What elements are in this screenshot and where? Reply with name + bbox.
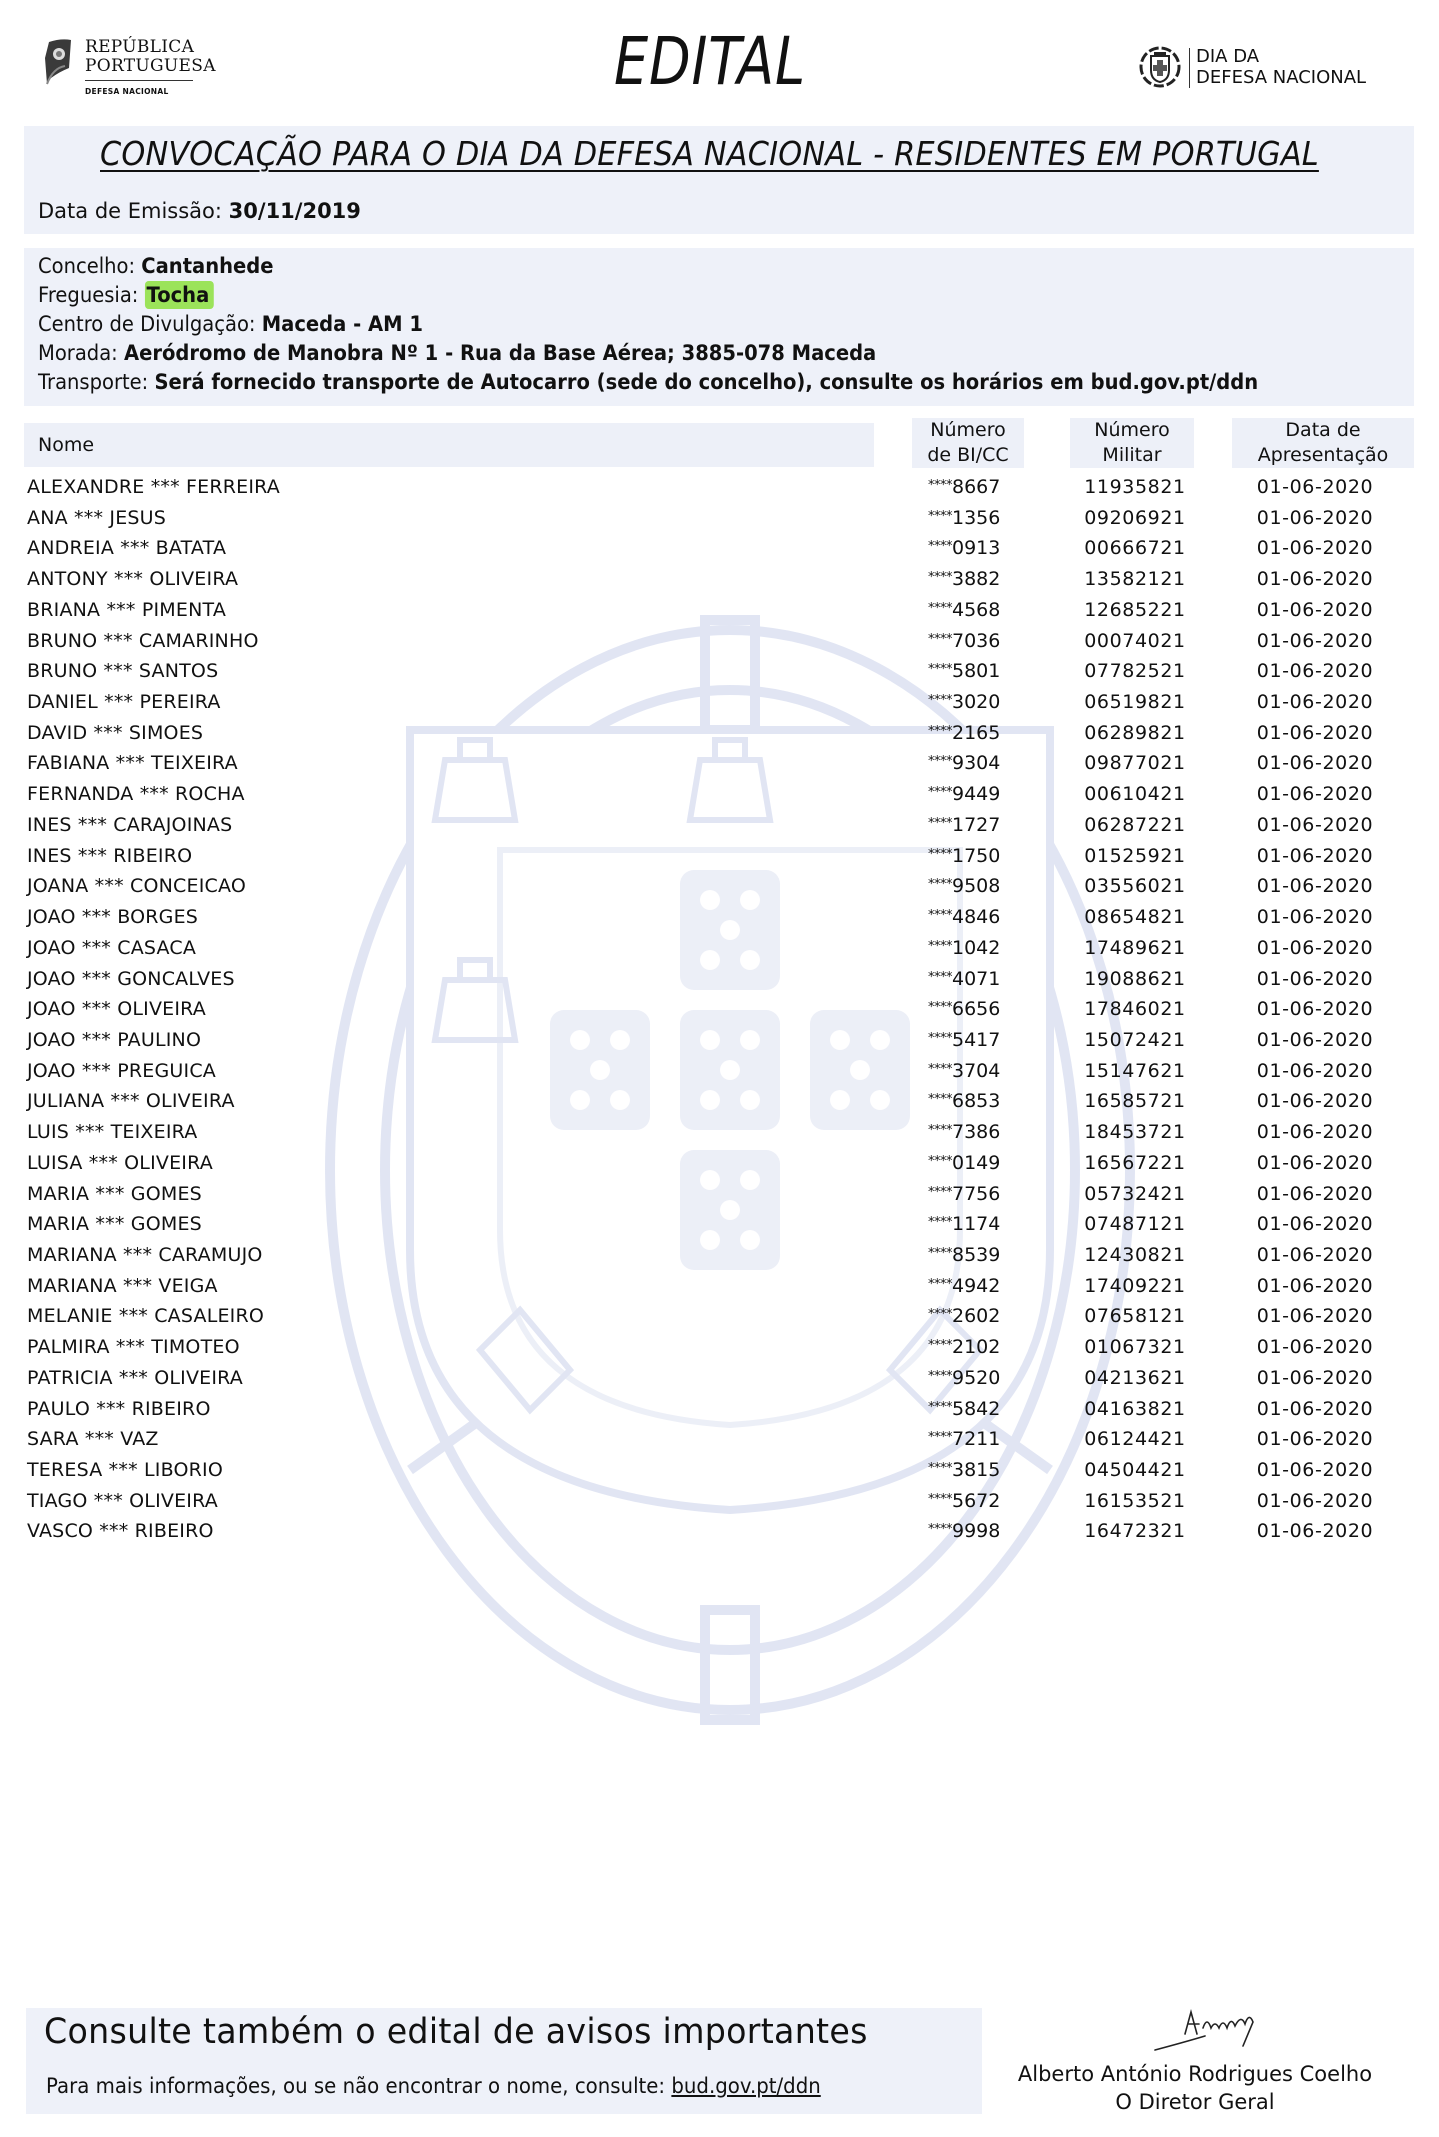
cell-name: ALEXANDRE *** FERREIRA <box>27 476 281 498</box>
table-row <box>0 1058 1439 1089</box>
cell-bi-cc: ****0149 <box>928 1151 1001 1174</box>
cell-presentation-date: 01-06-2020 <box>1256 998 1374 1021</box>
table-row <box>0 1273 1439 1304</box>
cell-military-number: 06287221 <box>1084 813 1186 836</box>
cell-name: PATRICIA *** OLIVEIRA <box>27 1366 244 1389</box>
morada-value: Aeródromo de Manobra Nº 1 - Rua da Base Aérea; 3885-078 Maceda <box>123 341 877 365</box>
mask-asterisks: **** <box>928 1430 952 1446</box>
location-info <box>38 252 1258 397</box>
cell-name: TERESA *** LIBORIO <box>27 1459 224 1482</box>
concelho-value: Cantanhede <box>141 254 274 278</box>
cell-military-number: 06519821 <box>1084 691 1186 714</box>
mask-asterisks: **** <box>928 1368 952 1384</box>
cell-name: TIAGO *** OLIVEIRA <box>27 1489 218 1512</box>
cell-presentation-date: 01-06-2020 <box>1256 844 1374 867</box>
emission-label: Data de Emissão: <box>38 199 222 223</box>
cell-bi-cc: ****9520 <box>928 1366 1001 1389</box>
cell-military-number: 16472321 <box>1084 1520 1186 1543</box>
table-row <box>0 1119 1439 1150</box>
table-row <box>0 1365 1439 1396</box>
table-row <box>0 996 1439 1027</box>
cell-presentation-date: 01-06-2020 <box>1256 1244 1374 1266</box>
cell-bi-cc: ****2102 <box>928 1336 1001 1359</box>
cell-presentation-date: 01-06-2020 <box>1256 936 1374 959</box>
table-row <box>0 1027 1439 1058</box>
logo-divider <box>85 80 193 81</box>
cell-name: PALMIRA *** TIMOTEO <box>27 1336 240 1359</box>
cell-bi-cc: ****6853 <box>928 1090 1001 1113</box>
freguesia-row <box>38 281 1258 310</box>
cell-bi-cc: ****3815 <box>928 1459 1001 1482</box>
mask-asterisks: **** <box>928 1153 952 1169</box>
cell-military-number: 11935821 <box>1084 476 1186 498</box>
mask-asterisks: **** <box>928 754 952 770</box>
cell-name: MARIA *** GOMES <box>27 1213 202 1236</box>
mask-asterisks: **** <box>928 1030 952 1046</box>
cell-name: INES *** RIBEIRO <box>27 844 193 867</box>
signature-icon <box>1145 2006 1275 2056</box>
cell-presentation-date: 01-06-2020 <box>1256 752 1374 775</box>
cell-name: DANIEL *** PEREIRA <box>27 691 221 714</box>
table-row <box>0 904 1439 935</box>
table-row <box>0 750 1439 781</box>
table-row <box>0 935 1439 966</box>
table-row <box>0 843 1439 874</box>
emission-value: 30/11/2019 <box>228 199 361 223</box>
mask-asterisks: **** <box>928 877 952 893</box>
cell-military-number: 05732421 <box>1084 1182 1186 1205</box>
cell-military-number: 04163821 <box>1084 1397 1186 1420</box>
cell-presentation-date: 01-06-2020 <box>1256 906 1374 929</box>
footer-info-text: Para mais informações, ou se não encontrar o nome, consulte: <box>46 2074 666 2098</box>
cell-bi-cc: ****9449 <box>928 783 1001 806</box>
mask-asterisks: **** <box>928 1338 952 1354</box>
cell-presentation-date: 01-06-2020 <box>1256 967 1374 990</box>
cell-military-number: 01067321 <box>1084 1336 1186 1359</box>
mask-asterisks: **** <box>928 1092 952 1108</box>
cell-name: FERNANDA *** ROCHA <box>27 783 245 806</box>
cell-military-number: 01525921 <box>1084 844 1186 867</box>
cell-military-number: 00610421 <box>1084 783 1186 806</box>
centro-row <box>38 310 1258 339</box>
concelho-label: Concelho: <box>38 254 136 278</box>
cell-name: ANTONY *** OLIVEIRA <box>27 568 239 591</box>
mask-asterisks: **** <box>928 1184 952 1200</box>
cell-bi-cc: ****4942 <box>928 1274 1001 1297</box>
cell-name: JOAO *** BORGES <box>27 906 199 929</box>
cell-military-number: 19088621 <box>1084 967 1186 990</box>
cell-military-number: 00074021 <box>1084 629 1186 652</box>
cell-name: MELANIE *** CASALEIRO <box>27 1305 265 1328</box>
cell-bi-cc: ****0913 <box>928 537 1001 560</box>
cell-bi-cc: ****1356 <box>928 506 1001 529</box>
cell-military-number: 04504421 <box>1084 1459 1186 1482</box>
cell-presentation-date: 01-06-2020 <box>1256 783 1374 806</box>
cell-bi-cc: ****7756 <box>928 1182 1001 1205</box>
table-row <box>0 1303 1439 1334</box>
table-row <box>0 873 1439 904</box>
cell-presentation-date: 01-06-2020 <box>1256 1305 1374 1328</box>
cell-name: JOAO *** PREGUICA <box>27 1059 216 1082</box>
cell-name: ANA *** JESUS <box>27 506 167 529</box>
logo-separator <box>1189 48 1190 88</box>
mask-asterisks: **** <box>928 693 952 709</box>
cell-name: JOAO *** GONCALVES <box>27 967 235 990</box>
cell-bi-cc: ****5842 <box>928 1397 1001 1420</box>
column-header-military: Número Militar <box>1094 419 1170 466</box>
cell-name: BRIANA *** PIMENTA <box>27 598 227 621</box>
cell-name: FABIANA *** TEIXEIRA <box>27 752 238 775</box>
morada-label: Morada: <box>38 341 118 365</box>
table-row <box>0 474 1439 505</box>
transporte-label: Transporte: <box>38 370 149 394</box>
mask-asterisks: **** <box>928 570 952 586</box>
cell-bi-cc: ****2165 <box>928 721 1001 744</box>
table-row <box>0 1088 1439 1119</box>
cell-military-number: 16567221 <box>1084 1151 1186 1174</box>
cell-presentation-date: 01-06-2020 <box>1256 568 1374 591</box>
cell-bi-cc: ****3020 <box>928 691 1001 714</box>
cell-bi-cc: ****9508 <box>928 875 1001 898</box>
cell-name: BRUNO *** CAMARINHO <box>27 629 259 652</box>
cell-name: VASCO *** RIBEIRO <box>27 1520 214 1543</box>
cell-name: JOAO *** CASACA <box>27 936 197 959</box>
cell-bi-cc: ****4568 <box>928 598 1001 621</box>
republic-emblem-icon <box>43 38 73 86</box>
cell-military-number: 07487121 <box>1084 1213 1186 1236</box>
cell-bi-cc: ****8667 <box>928 476 1001 498</box>
cell-military-number: 12685221 <box>1084 598 1186 621</box>
cell-bi-cc: ****8539 <box>928 1244 1001 1266</box>
cell-bi-cc: ****5801 <box>928 660 1001 683</box>
cell-military-number: 18453721 <box>1084 1121 1186 1144</box>
cell-presentation-date: 01-06-2020 <box>1256 537 1374 560</box>
table-row <box>0 1242 1439 1273</box>
mask-asterisks: **** <box>928 508 952 524</box>
cell-name: BRUNO *** SANTOS <box>27 660 219 683</box>
signatory-role: O Diretor Geral <box>1115 2090 1275 2114</box>
cell-bi-cc: ****2602 <box>928 1305 1001 1328</box>
cell-presentation-date: 01-06-2020 <box>1256 1489 1374 1512</box>
column-header-bi: Número de BI/CC <box>927 419 1009 466</box>
table-row <box>0 812 1439 843</box>
cell-military-number: 03556021 <box>1084 875 1186 898</box>
cell-name: JOAO *** OLIVEIRA <box>27 998 207 1021</box>
name-header-bg <box>24 423 874 467</box>
freguesia-highlight <box>145 281 214 309</box>
cell-presentation-date: 01-06-2020 <box>1256 1428 1374 1451</box>
footer-title: Consulte também o edital de avisos importantes <box>44 2012 868 2052</box>
logo-text: DIA DA DEFESA NACIONAL <box>1196 46 1367 88</box>
cell-bi-cc: ****6656 <box>928 998 1001 1021</box>
mask-asterisks: **** <box>928 631 952 647</box>
mask-asterisks: **** <box>928 908 952 924</box>
cell-presentation-date: 01-06-2020 <box>1256 721 1374 744</box>
cell-military-number: 15072421 <box>1084 1028 1186 1051</box>
cell-name: JULIANA *** OLIVEIRA <box>27 1090 235 1113</box>
cell-military-number: 15147621 <box>1084 1059 1186 1082</box>
mask-asterisks: **** <box>928 1123 952 1139</box>
cell-name: SARA *** VAZ <box>27 1428 159 1451</box>
mask-asterisks: **** <box>928 1461 952 1477</box>
cell-bi-cc: ****3704 <box>928 1059 1001 1082</box>
concelho-row <box>38 252 1258 281</box>
cell-bi-cc: ****1727 <box>928 813 1001 836</box>
table-row <box>0 720 1439 751</box>
table-row <box>0 505 1439 536</box>
cell-presentation-date: 01-06-2020 <box>1256 1366 1374 1389</box>
cell-presentation-date: 01-06-2020 <box>1256 1121 1374 1144</box>
dia-defesa-nacional-logo <box>1138 40 1398 94</box>
cell-military-number: 16153521 <box>1084 1489 1186 1512</box>
national-seal-icon <box>1138 43 1182 91</box>
cell-presentation-date: 01-06-2020 <box>1256 1274 1374 1297</box>
emission-date <box>38 199 361 223</box>
mask-asterisks: **** <box>928 1491 952 1507</box>
table-row <box>0 566 1439 597</box>
freguesia-label: Freguesia: <box>38 283 139 307</box>
mask-asterisks: **** <box>928 478 952 493</box>
table-row <box>0 1518 1439 1549</box>
cell-bi-cc: ****7386 <box>928 1121 1001 1144</box>
transporte-row <box>38 368 1258 397</box>
table-row <box>0 1396 1439 1427</box>
logo-subtitle: DEFESA NACIONAL <box>85 87 169 96</box>
cell-military-number: 12430821 <box>1084 1244 1186 1266</box>
mask-asterisks: **** <box>928 969 952 985</box>
mask-asterisks: **** <box>928 539 952 555</box>
cell-bi-cc: ****7211 <box>928 1428 1001 1451</box>
table-row <box>0 1181 1439 1212</box>
cell-name: PAULO *** RIBEIRO <box>27 1397 211 1420</box>
mask-asterisks: **** <box>928 815 952 831</box>
mask-asterisks: **** <box>928 1522 952 1538</box>
cell-bi-cc: ****1042 <box>928 936 1001 959</box>
table-row <box>0 1334 1439 1365</box>
mask-asterisks: **** <box>928 1399 952 1415</box>
cell-name: DAVID *** SIMOES <box>27 721 204 744</box>
mask-asterisks: **** <box>928 723 952 739</box>
footer-link[interactable]: bud.gov.pt/ddn <box>671 2074 821 2098</box>
logo-text: REPÚBLICA PORTUGUESA <box>85 37 216 76</box>
cell-military-number: 00666721 <box>1084 537 1186 560</box>
table-row <box>0 628 1439 659</box>
cell-presentation-date: 01-06-2020 <box>1256 691 1374 714</box>
table-row <box>0 689 1439 720</box>
cell-military-number: 09206921 <box>1084 506 1186 529</box>
cell-bi-cc: ****7036 <box>928 629 1001 652</box>
column-header-date: Data de Apresentação <box>1257 419 1389 466</box>
mask-asterisks: **** <box>928 938 952 954</box>
table-row <box>0 597 1439 628</box>
centro-label: Centro de Divulgação: <box>38 312 256 336</box>
cell-presentation-date: 01-06-2020 <box>1256 1336 1374 1359</box>
mask-asterisks: **** <box>928 662 952 678</box>
cell-bi-cc: ****1174 <box>928 1213 1001 1236</box>
cell-military-number: 07658121 <box>1084 1305 1186 1328</box>
cell-bi-cc: ****4846 <box>928 906 1001 929</box>
cell-bi-cc: ****3882 <box>928 568 1001 591</box>
cell-military-number: 04213621 <box>1084 1366 1186 1389</box>
cell-bi-cc: ****5672 <box>928 1489 1001 1512</box>
cell-presentation-date: 01-06-2020 <box>1256 813 1374 836</box>
cell-military-number: 08654821 <box>1084 906 1186 929</box>
signatory-block <box>990 2060 1400 2116</box>
cell-presentation-date: 01-06-2020 <box>1256 1520 1374 1543</box>
mask-asterisks: **** <box>928 1061 952 1077</box>
cell-bi-cc: ****5417 <box>928 1028 1001 1051</box>
table-row <box>0 535 1439 566</box>
cell-presentation-date: 01-06-2020 <box>1256 1182 1374 1205</box>
footer-info <box>46 2074 821 2098</box>
cell-name: JOANA *** CONCEICAO <box>27 875 247 898</box>
cell-name: MARIANA *** VEIGA <box>27 1274 218 1297</box>
column-header-name: Nome <box>38 434 95 456</box>
table-row <box>0 1457 1439 1488</box>
table-row <box>0 1211 1439 1242</box>
cell-name: MARIANA *** CARAMUJO <box>27 1244 263 1266</box>
mask-asterisks: **** <box>928 1246 952 1261</box>
republica-portuguesa-logo <box>40 36 240 106</box>
cell-presentation-date: 01-06-2020 <box>1256 598 1374 621</box>
table-row <box>0 1150 1439 1181</box>
mask-asterisks: **** <box>928 1000 952 1016</box>
mask-asterisks: **** <box>928 846 952 862</box>
cell-presentation-date: 01-06-2020 <box>1256 476 1374 498</box>
cell-name: ANDREIA *** BATATA <box>27 537 227 560</box>
cell-military-number: 17489621 <box>1084 936 1186 959</box>
freguesia-value: Tocha <box>146 283 210 307</box>
cell-military-number: 06124421 <box>1084 1428 1186 1451</box>
cell-name: JOAO *** PAULINO <box>27 1028 202 1051</box>
table-row <box>0 781 1439 812</box>
cell-military-number: 07782521 <box>1084 660 1186 683</box>
cell-presentation-date: 01-06-2020 <box>1256 660 1374 683</box>
cell-presentation-date: 01-06-2020 <box>1256 1397 1374 1420</box>
cell-bi-cc: ****1750 <box>928 844 1001 867</box>
mask-asterisks: **** <box>928 1307 952 1323</box>
cell-presentation-date: 01-06-2020 <box>1256 1090 1374 1113</box>
mask-asterisks: **** <box>928 600 952 616</box>
cell-bi-cc: ****4071 <box>928 967 1001 990</box>
signatory-name: Alberto António Rodrigues Coelho <box>1017 2062 1373 2086</box>
cell-name: INES *** CARAJOINAS <box>27 813 233 836</box>
cell-military-number: 13582121 <box>1084 568 1186 591</box>
table-row <box>0 1426 1439 1457</box>
cell-bi-cc: ****9304 <box>928 752 1001 775</box>
cell-bi-cc: ****9998 <box>928 1520 1001 1543</box>
cell-name: MARIA *** GOMES <box>27 1182 202 1205</box>
cell-presentation-date: 01-06-2020 <box>1256 875 1374 898</box>
page-title: EDITAL <box>613 23 807 100</box>
cell-presentation-date: 01-06-2020 <box>1256 506 1374 529</box>
cell-presentation-date: 01-06-2020 <box>1256 1028 1374 1051</box>
transporte-value: Será fornecido transporte de Autocarro (sede do concelho), consulte os horários em bud.gov.pt/ddn <box>154 370 1259 394</box>
cell-military-number: 06289821 <box>1084 721 1186 744</box>
cell-name: LUISA *** OLIVEIRA <box>27 1151 213 1174</box>
notice-heading: CONVOCAÇÃO PARA O DIA DA DEFESA NACIONAL - RESIDENTES EM PORTUGAL <box>100 134 1319 173</box>
cell-military-number: 17846021 <box>1084 998 1186 1021</box>
mask-asterisks: **** <box>928 1276 952 1292</box>
cell-military-number: 17409221 <box>1084 1274 1186 1297</box>
cell-presentation-date: 01-06-2020 <box>1256 1459 1374 1482</box>
mask-asterisks: **** <box>928 785 952 801</box>
cell-presentation-date: 01-06-2020 <box>1256 1059 1374 1082</box>
table-row <box>0 966 1439 997</box>
cell-presentation-date: 01-06-2020 <box>1256 1151 1374 1174</box>
table-row <box>0 658 1439 689</box>
mask-asterisks: **** <box>928 1215 952 1231</box>
cell-military-number: 16585721 <box>1084 1090 1186 1113</box>
centro-value: Maceda - AM 1 <box>261 312 423 336</box>
cell-military-number: 09877021 <box>1084 752 1186 775</box>
morada-row <box>38 339 1258 368</box>
cell-name: LUIS *** TEIXEIRA <box>27 1121 198 1144</box>
cell-presentation-date: 01-06-2020 <box>1256 1213 1374 1236</box>
cell-presentation-date: 01-06-2020 <box>1256 629 1374 652</box>
table-row <box>0 1488 1439 1519</box>
